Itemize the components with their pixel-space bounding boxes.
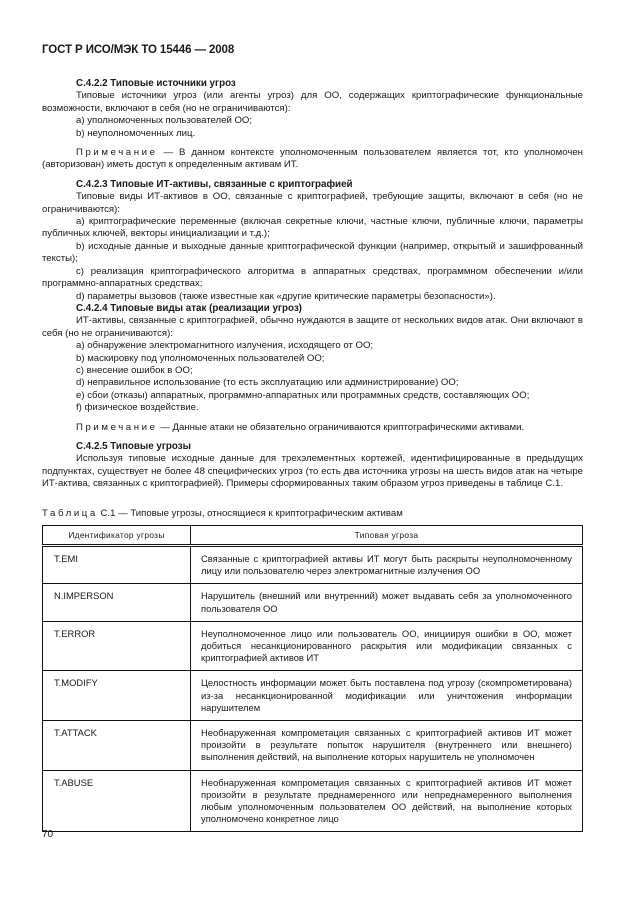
paragraph: Используя типовые исходные данные для трехэлементных кортежей, идентифицированные в предыдущих подпунктах, существует не более 48 специфических угроз (то есть два источника угрозы на шесть видов атак на четыре ИТ-актива, связанных с криптографией). Примеры сформированных таким образом угроз приведены в таблице С.1. bbox=[42, 453, 583, 490]
list-item: b) маскировку под уполномоченных пользователей ОО; bbox=[76, 352, 325, 364]
list-item: e) сбои (отказы) аппаратных, программно-аппаратных или программных средств, составляющих ОО; bbox=[76, 389, 530, 401]
note-text: — Данные атаки не обязательно ограничиваются криптографическими активами. bbox=[157, 421, 525, 433]
threat-description: Нарушитель (внешний или внутренний) может выдавать себя за уполномоченного пользователя ОО bbox=[191, 584, 583, 621]
paragraph: ИТ-активы, связанные с криптографией, обычно нуждаются в защите от нескольких видов атак. Они включают в себя (но не ограничиваются): bbox=[42, 315, 583, 339]
threat-id: T.ERROR bbox=[43, 621, 191, 671]
table-row bbox=[43, 770, 583, 832]
note-label: Примечание bbox=[76, 147, 158, 159]
column-header-id: Идентификатор угрозы bbox=[43, 526, 191, 546]
list-item: a) криптографические переменные (включая секретные ключи, частные ключи, публичные ключи, параметры публичных ключей, векторы инициализации и т.д.); bbox=[42, 216, 583, 240]
table-row bbox=[43, 721, 583, 771]
threat-id: T.ABUSE bbox=[43, 770, 191, 832]
threat-id: N.IMPERSON bbox=[43, 584, 191, 621]
threat-description: Целостность информации может быть поставлена под угрозу (скомпрометирована) из-за несанкционированной модификации или уничтожения информации нарушителем bbox=[191, 671, 583, 721]
column-header-threat: Типовая угроза bbox=[191, 526, 583, 546]
document-title: ГОСТ Р ИСО/МЭК ТО 15446 — 2008 bbox=[42, 44, 235, 56]
table-row bbox=[43, 671, 583, 721]
list-item: b) исходные данные и выходные данные криптографической функции (например, открытый и зашифрованный тексты); bbox=[42, 240, 583, 265]
paragraph: Типовые виды ИТ-активов в ОО, связанные с криптографией, требующие защиты, включают в себя (но не ограничиваются): bbox=[42, 191, 583, 215]
note bbox=[42, 422, 583, 434]
list-item: c) внесение ошибок в ОО; bbox=[76, 364, 193, 376]
threat-description: Необнаруженная компрометация связанных с криптографией активов ИТ может произойти в результате попыток нарушителя (внутреннего или внешнего) выполнения действий, на выполнение которых нарушитель не уполномочен bbox=[191, 721, 583, 771]
table-caption bbox=[42, 508, 403, 519]
threat-description: Необнаруженная компрометация связанных с криптографией активов ИТ может произойти в результате преднамеренного или непреднамеренного выполнения любым уполномоченным пользователем ОО действий, на выполнение которых уполномочено конкретное лицо bbox=[191, 770, 583, 832]
threat-id: T.MODIFY bbox=[43, 671, 191, 721]
table-header-row bbox=[43, 526, 583, 546]
list-item: c) реализация криптографического алгоритма в аппаратных средствах, программном обеспечении и/или программно-аппаратных средствах; bbox=[42, 265, 583, 290]
section-heading: С.4.2.2 Типовые источники угроз bbox=[76, 78, 236, 89]
threat-id: T.EMI bbox=[43, 546, 191, 584]
note bbox=[42, 147, 583, 172]
table-row bbox=[43, 584, 583, 621]
paragraph: Типовые источники угроз (или агенты угроз) для ОО, содержащих криптографические функциональные возможности, включают в себя (но не ограничиваются): bbox=[42, 90, 583, 114]
list-item: b) неуполномоченных лиц. bbox=[76, 127, 196, 139]
threat-description: Связанные с криптографией активы ИТ могут быть раскрыты неуполномоченному лицу или пользователю через электромагнитные излучения ОО bbox=[191, 546, 583, 584]
list-item: d) неправильное использование (то есть эксплуатацию или администрирование) ОО; bbox=[76, 377, 459, 389]
section-heading: С.4.2.4 Типовые виды атак (реализации угроз) bbox=[76, 302, 302, 314]
section-heading: С.4.2.5 Типовые угрозы bbox=[76, 440, 192, 452]
section-heading: С.4.2.3 Типовые ИТ-активы, связанные с криптографией bbox=[76, 178, 353, 190]
table-caption-label: Таблица bbox=[42, 508, 98, 519]
document-body bbox=[42, 78, 583, 491]
list-item: a) обнаружение электромагнитного излучения, исходящего от ОО; bbox=[76, 340, 374, 352]
list-item: d) параметры вызовов (также известные как «другие критические параметры безопасности»). bbox=[76, 290, 496, 302]
threats-table bbox=[42, 525, 583, 832]
list-item: a) уполномоченных пользователей ОО; bbox=[76, 115, 253, 127]
note-text: — В данном контексте уполномоченным пользователем является тот, кто уполномочен (авторизован) иметь доступ к определенным активам ИТ. bbox=[42, 147, 583, 171]
note-label: Примечание bbox=[76, 421, 158, 433]
table-row bbox=[43, 546, 583, 584]
page-number: 70 bbox=[42, 829, 54, 840]
list-item: f) физическое воздействие. bbox=[76, 402, 199, 414]
table-caption-text: С.1 — Типовые угрозы, относящиеся к криптографическим активам bbox=[97, 508, 403, 519]
table-row bbox=[43, 621, 583, 671]
threat-description: Неуполномоченное лицо или пользователь ОО, инициируя ошибки в ОО, может добиться несанкционированного раскрытия или модификации связанных с криптографией активов ИТ bbox=[191, 621, 583, 671]
threat-id: T.ATTACK bbox=[43, 721, 191, 771]
